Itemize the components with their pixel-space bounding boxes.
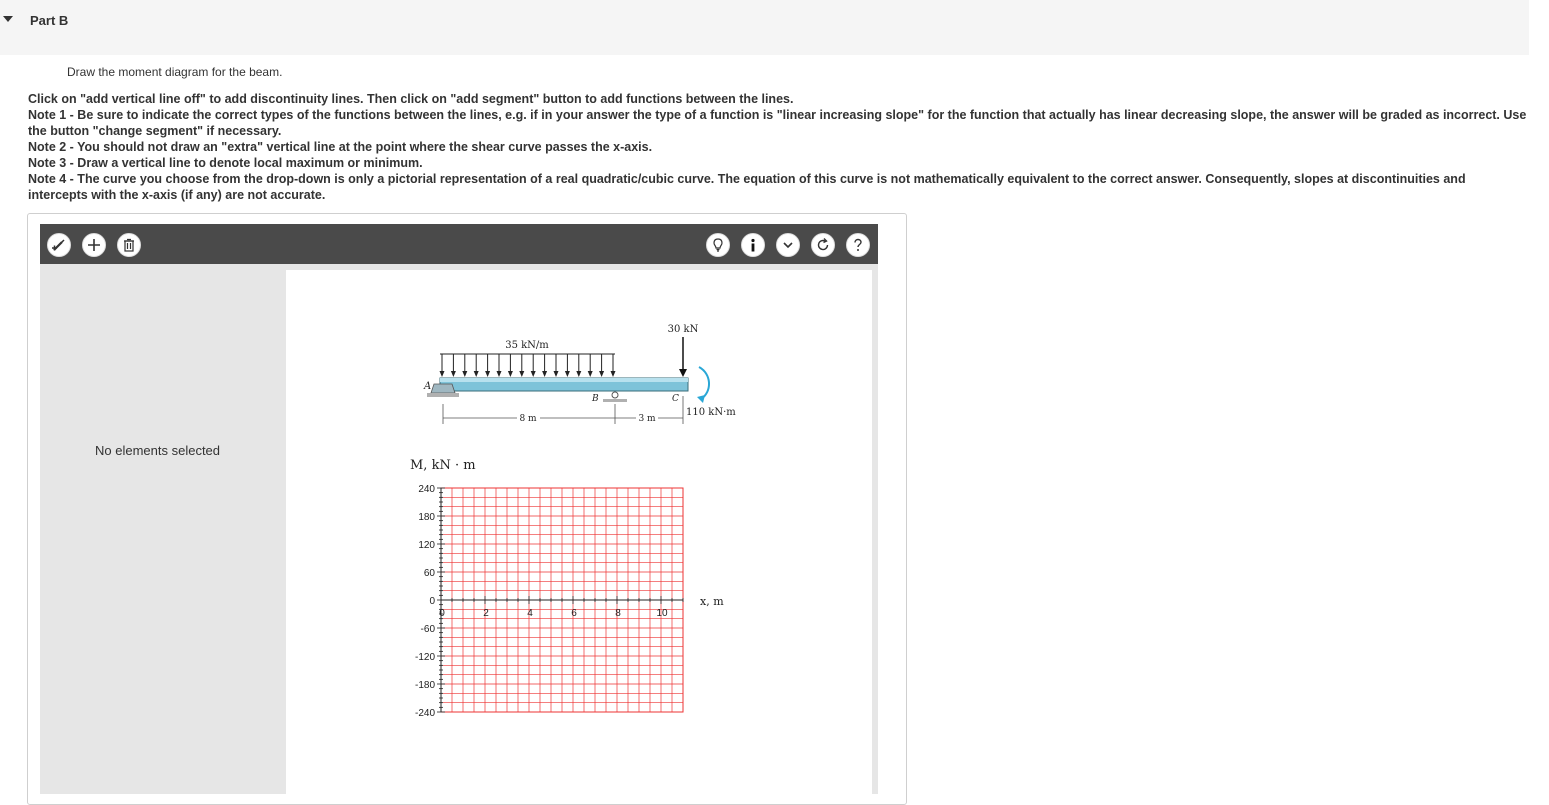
instructions <box>28 91 1528 203</box>
instruction-line: Note 2 - You should not draw an "extra" vertical line at the point where the shear curve passes the x-axis. <box>28 140 653 154</box>
y-tick-label: 0 <box>429 596 435 607</box>
reset-button[interactable] <box>811 233 835 257</box>
y-tick-label: -240 <box>414 708 435 719</box>
instruction-line: Note 1 - Be sure to indicate the correct types of the functions between the lines, e.g. if in your answer the type of a function is "linear increasing slope" for the function that actually has linear decreasing slope, the answer will be graded as incorrect. Use the button "change segment" if necessary. <box>28 108 1527 138</box>
y-tick-label: 240 <box>418 484 435 495</box>
info-icon <box>745 237 761 253</box>
instruction-line: Note 3 - Draw a vertical line to denote local maximum or minimum. <box>28 156 423 170</box>
y-tick-label: 180 <box>418 512 435 523</box>
x-tick-label: 8 <box>615 608 621 619</box>
help-button[interactable] <box>846 233 870 257</box>
instruction-line: Click on "add vertical line off" to add discontinuity lines. Then click on "add segment" button to add functions between the lines. <box>28 92 794 106</box>
add-segment-button[interactable] <box>82 233 106 257</box>
problem-prompt: Draw the moment diagram for the beam. <box>67 65 283 79</box>
support-b-label: B <box>592 394 599 404</box>
x-tick-label: 2 <box>483 608 489 619</box>
moment-label: 110 kN·m <box>686 407 736 418</box>
add-vertical-line-button[interactable] <box>47 233 71 257</box>
lightbulb-icon <box>710 237 726 253</box>
x-tick-label: 10 <box>656 608 668 619</box>
span2-label: 3 m <box>638 414 656 424</box>
y-tick-label: -180 <box>414 680 435 691</box>
x-tick-label: 0 <box>439 608 445 619</box>
x-axis-label: x, m <box>700 595 724 608</box>
hint-button[interactable] <box>706 233 730 257</box>
reset-icon <box>815 237 831 253</box>
span1-label: 8 m <box>519 414 537 424</box>
load-label: 35 kN/m <box>505 340 549 351</box>
properties-panel <box>40 264 284 794</box>
dropdown-button[interactable] <box>776 233 800 257</box>
plus-icon <box>86 237 102 253</box>
vertical-line-icon <box>51 237 67 253</box>
part-title: Part B <box>30 13 69 28</box>
part-header[interactable] <box>0 0 1529 55</box>
y-tick-label: -120 <box>414 652 435 663</box>
trash-icon <box>121 237 137 253</box>
point-c-label: C <box>672 394 679 404</box>
x-tick-label: 4 <box>527 608 533 619</box>
collapse-caret-icon[interactable] <box>3 16 13 22</box>
y-axis-label: M, kN · m <box>410 458 476 473</box>
y-tick-label: -60 <box>420 624 435 635</box>
chevron-down-icon <box>780 237 796 253</box>
drawing-canvas[interactable] <box>286 270 872 794</box>
point-load-label: 30 kN <box>667 324 699 335</box>
drawing-toolbar <box>40 224 878 264</box>
instruction-line: Note 4 - The curve you choose from the drop-down is only a pictorial representation of a real quadratic/cubic curve. The equation of this curve is not mathematically equivalent to the correct answer. Consequently, slopes at discontinuities and intercepts with the x-axis (if any) are not accurate. <box>28 172 1466 202</box>
y-tick-label: 120 <box>418 540 435 551</box>
delete-button[interactable] <box>117 233 141 257</box>
x-tick-label: 6 <box>571 608 577 619</box>
help-icon <box>850 237 866 253</box>
selection-status: No elements selected <box>95 443 221 458</box>
info-button[interactable] <box>741 233 765 257</box>
y-tick-label: 60 <box>423 568 435 579</box>
support-a-label: A <box>424 381 432 392</box>
